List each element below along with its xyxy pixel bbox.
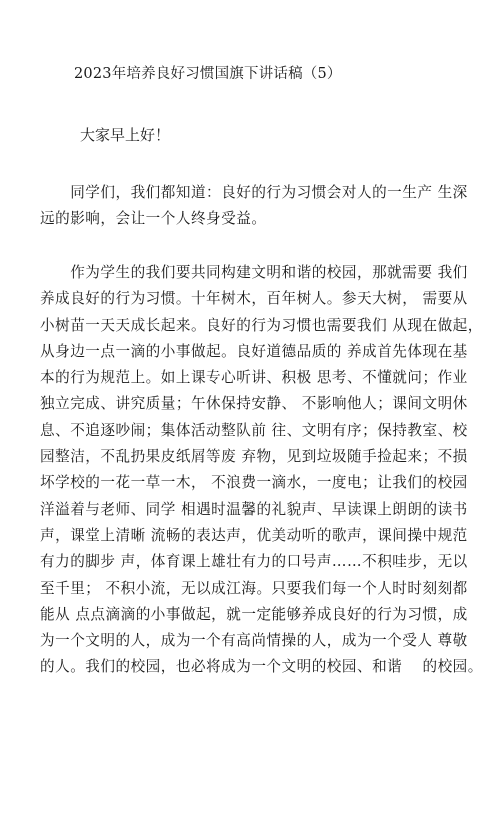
paragraph-line: 声，课堂上清晰 流畅的表达声，优美动听的歌声，课间操中规范 [40,526,468,544]
paragraph-line: 能从 点点滴滴的小事做起，就一定能够养成良好的行为习惯，成 [40,605,468,623]
paragraph-line: 有力的脚步 声，体育课上雄壮有力的口号声……不积哇步，无以 [40,553,468,571]
paragraph-line: 的人。我们的校园，也必将成为一个文明的校园、和谐 的校园。 [40,658,483,676]
paragraph-2 [40,260,483,681]
paragraph-line: 息、不追逐吵闹；集体活动整队前 往、文明有序；保持教室、校 [40,421,468,439]
paragraph-line: 作为学生的我们要共同构建文明和谐的校园，那就需要 我们 [40,264,468,281]
paragraph-line: 从身边一点一滴的小事做起。良好道德品质的 养成首先体现在基 [40,342,468,360]
paragraph-line: 本的行为规范上。如上课专心听讲、积极 思考、不懂就问；作业 [40,369,468,387]
paragraph-line: 坏学校的一花一草一木， 不浪费一滴水，一度电；让我们的校园 [40,474,468,492]
greeting-line: 大家早上好！ [80,126,171,144]
paragraph-line: 园整洁，不乱扔果皮纸屑等废 弃物，见到垃圾随手捡起来；不损 [40,448,468,466]
paragraph-line: 小树苗一天天成长起来。良好的行为习惯也需要我们 从现在做起， [40,316,483,334]
paragraph-line: 洋溢着与老师、同学 相遇时温馨的礼貌声、早读课上朗朗的读书 [40,500,468,518]
paragraph-line: 独立完成、讲究质量；午休保持安静、 不影响他人；课间文明休 [40,395,468,413]
document-title: 2023年培养良好习惯国旗下讲话稿（5） [74,66,342,82]
paragraph-line: 为一个文明的人，成为一个有高尚情操的人，成为一个受人 尊敬 [40,632,468,650]
paragraph-line: 远的影响，会让一个人终身受益。 [40,210,267,228]
paragraph-line: 同学们，我们都知道：良好的行为习惯会对人的一生产 生深 [40,184,468,201]
paragraph-1 [40,180,480,233]
paragraph-line: 养成良好的行为习惯。十年树木，百年树人。参天大树， 需要从 [40,290,468,308]
paragraph-line: 至千里； 不积小流，无以成江海。只要我们每一个人时时刻刻都 [40,579,468,597]
